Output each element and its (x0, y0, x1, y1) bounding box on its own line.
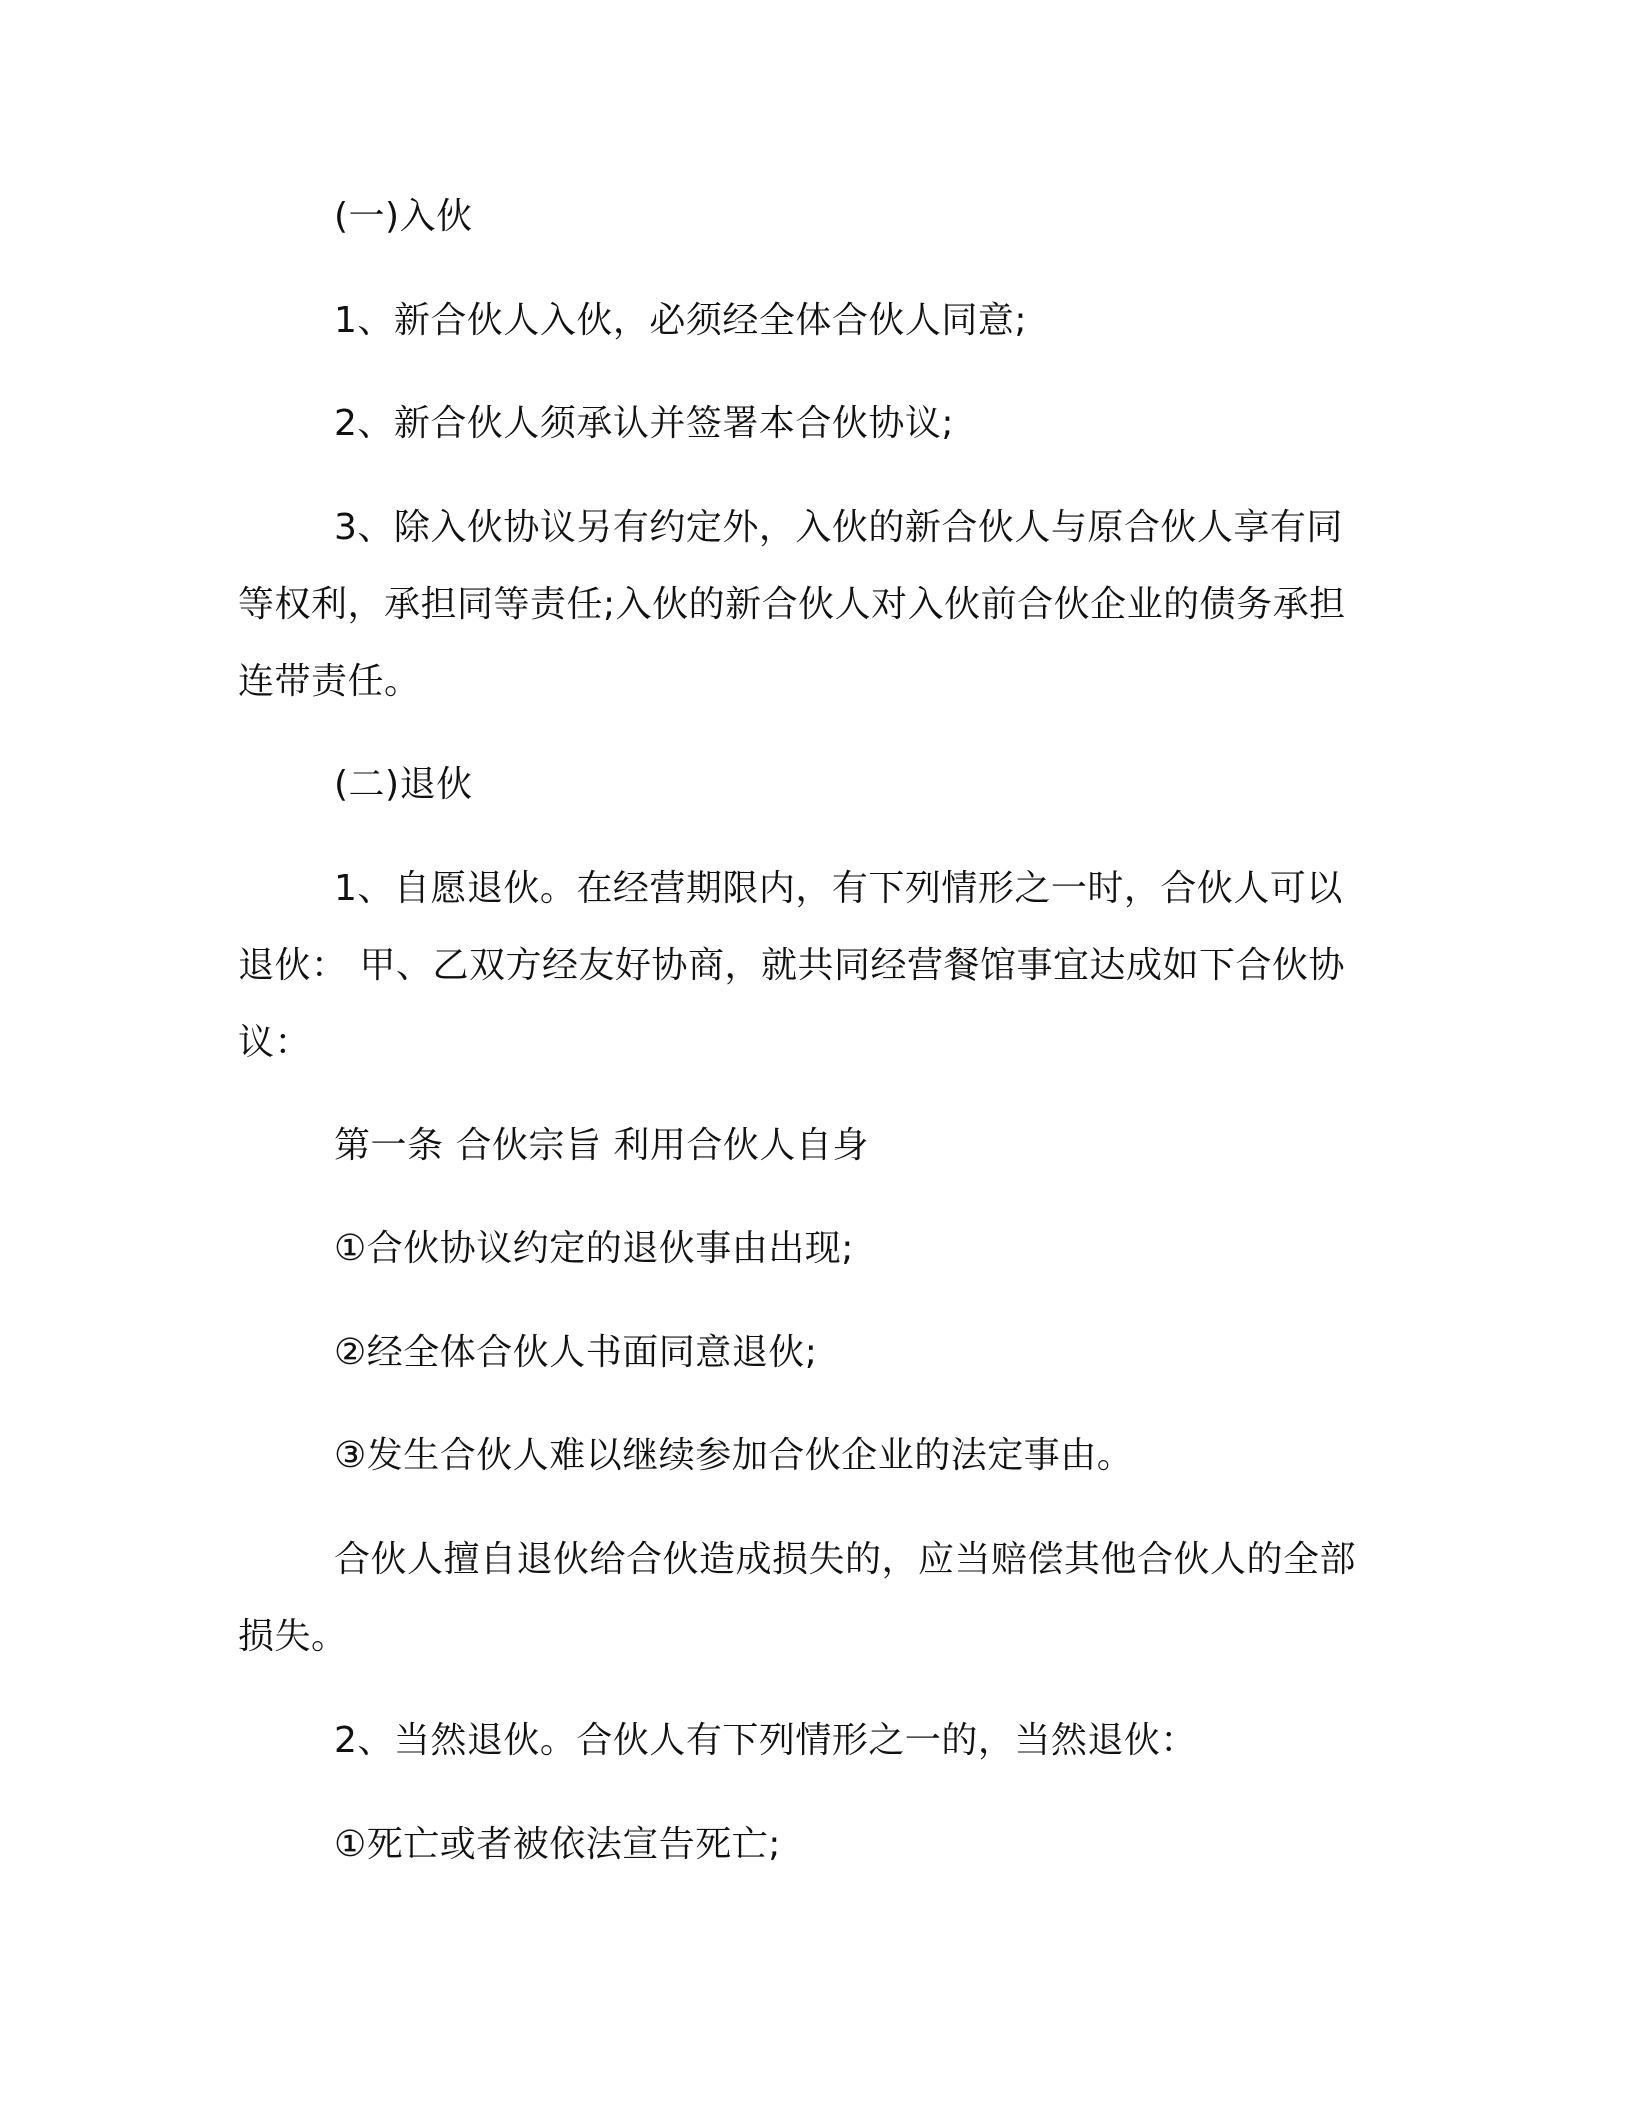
list-item-circled-3: ③发生合伙人难以继续参加合伙企业的法定事由。 (334, 1435, 1134, 1476)
paragraph-article-one: 第一条 合伙宗旨 利用合伙人自身 (334, 1125, 869, 1166)
paragraph-automatic-withdrawal: 2、当然退伙。合伙人有下列情形之一的，当然退伙： (334, 1720, 1197, 1761)
section-heading-joining: (一)入伙 (334, 196, 473, 237)
list-item-circled-1: ①合伙协议约定的退伙事由出现; (334, 1228, 854, 1269)
paragraph-joining-item-3: 3、除入伙协议另有约定外，入伙的新合伙人与原合伙人享有同等权利，承担同等责任;入伙的新合伙人对入伙前合伙企业的债务承担连带责任。 (238, 507, 1346, 702)
paragraph-joining-item-1: 1、新合伙人入伙，必须经全体合伙人同意; (334, 300, 1028, 341)
paragraph-joining-item-2: 2、新合伙人须承认并签署本合伙协议; (334, 403, 955, 444)
list-item-circled-2: ②经全体合伙人书面同意退伙; (334, 1332, 818, 1373)
list-item-death: ①死亡或者被依法宣告死亡; (334, 1824, 781, 1865)
paragraph-compensation: 合伙人擅自退伙给合伙造成损失的，应当赔偿其他合伙人的全部损失。 (238, 1539, 1357, 1657)
paragraph-voluntary-withdrawal: 1、自愿退伙。在经营期限内，有下列情形之一时，合伙人可以退伙： 甲、乙双方经友好协商，就共同经营餐馆事宜达成如下合伙协议： (238, 868, 1345, 1063)
section-heading-withdrawal: (二)退伙 (334, 764, 473, 805)
